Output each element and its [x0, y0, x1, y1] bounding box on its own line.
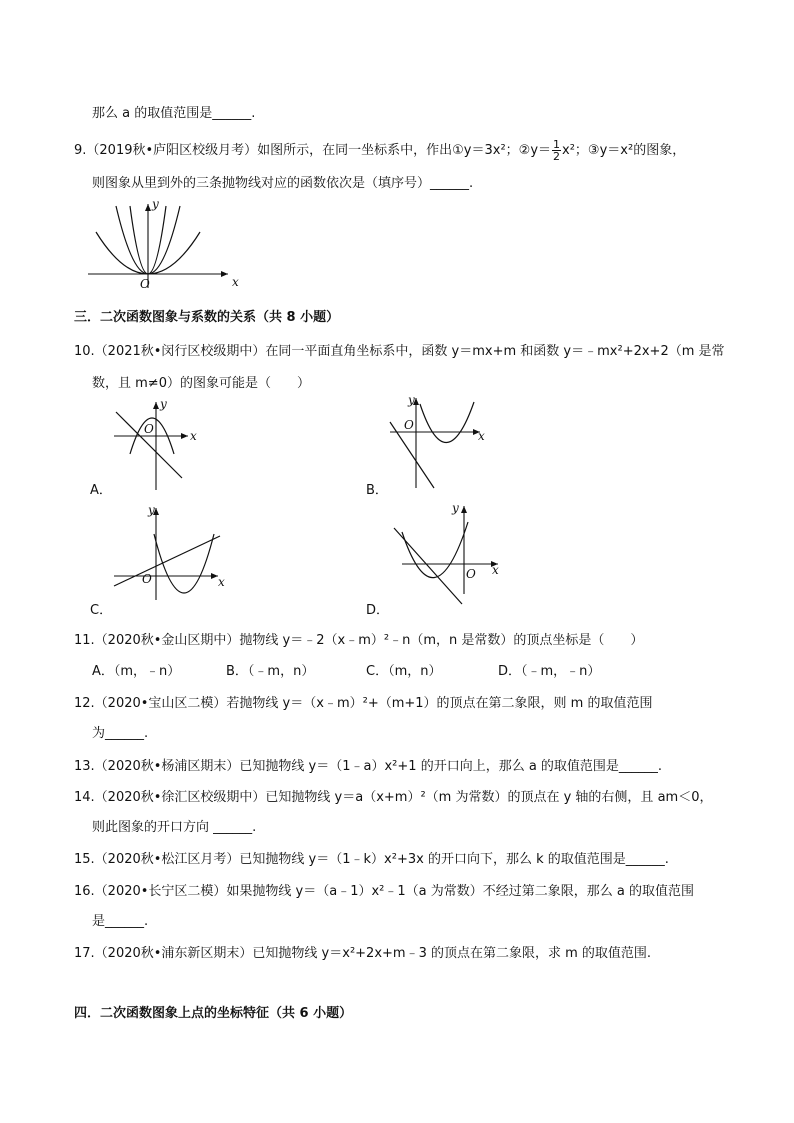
x-axis-label: x: [190, 429, 197, 443]
q9-fraction: [552, 139, 561, 162]
x-axis-label: x: [492, 563, 499, 577]
q9-fraction-denominator: 2: [553, 150, 561, 163]
q12-stem-line2: 为______.: [92, 726, 149, 741]
q10-option-a-label: A．: [90, 483, 112, 498]
line-graph: [394, 528, 462, 604]
q11-option-c: C．（m，n）: [366, 664, 442, 679]
origin-label: O: [404, 418, 414, 432]
y-axis-label: y: [408, 393, 415, 407]
q10-option-c-label: C．: [90, 603, 113, 618]
y-axis-arrow: [461, 506, 467, 513]
q14-stem-line2: 则此图象的开口方向 ______.: [92, 820, 257, 835]
x-axis-arrow: [221, 271, 228, 277]
q17-stem: 17.（2020秋•浦东新区期末）已知抛物线 y＝x²+2x+m﹣3 的顶点在第二象限，求 m 的取值范围.: [74, 946, 652, 961]
parabola: [420, 402, 474, 443]
y-axis-arrow: [145, 204, 151, 211]
q11-option-b: B．（﹣m，n）: [226, 664, 315, 679]
origin-label: O: [144, 422, 154, 436]
q10-option-a-graph: [108, 396, 208, 492]
parabola: [402, 522, 468, 578]
line-graph: [114, 536, 220, 586]
q8-tail-text: 那么 a 的取值范围是______.: [92, 106, 256, 121]
q10-option-d-label: D．: [366, 603, 390, 618]
x-axis-label: x: [478, 429, 485, 443]
q10-option-b-graph: [384, 392, 494, 492]
q9-stem-line2: 则图象从里到外的三条抛物线对应的函数依次是（填序号）______.: [92, 176, 474, 191]
q9-stem-line1: [74, 139, 685, 162]
q13-stem: 13.（2020秋•杨浦区期末）已知抛物线 y＝（1﹣a）x²+1 的开口向上，那么 a 的取值范围是______.: [74, 759, 663, 774]
q10-option-b-label: B．: [366, 483, 388, 498]
x-axis-label: x: [232, 275, 239, 289]
section-3-heading: 三．二次函数图象与系数的关系（共 8 小题）: [74, 310, 340, 325]
q9-figure-three-parabolas: [86, 196, 246, 292]
origin-label: O: [140, 277, 150, 291]
x-axis-arrow: [181, 433, 188, 439]
q15-stem: 15.（2020秋•松江区月考）已知抛物线 y＝（1﹣k）x²+3x 的开口向下，那么 k 的取值范围是______.: [74, 852, 669, 867]
q10-option-d-graph: [386, 500, 502, 608]
q10-stem-line2: 数，且 m≠0）的图象可能是（ ）: [92, 376, 310, 391]
q16-stem-line2: 是______.: [92, 914, 149, 929]
y-axis-label: y: [160, 397, 167, 411]
q14-stem-line1: 14.（2020秋•徐汇区校级期中）已知抛物线 y＝a（x+m）²（m 为常数）的顶点在 y 轴的右侧，且 am＜0，: [74, 790, 713, 805]
q9-fraction-numerator: 1: [553, 138, 561, 151]
q16-stem-line1: 16.（2020•长宁区二模）如果抛物线 y＝（a﹣1）x²﹣1（a 为常数）不经过第二象限，那么 a 的取值范围: [74, 884, 694, 899]
q12-stem-line1: 12.（2020•宝山区二模）若抛物线 y＝（x﹣m）²+（m+1）的顶点在第二象限，则 m 的取值范围: [74, 696, 653, 711]
q11-option-d: D．（﹣m，﹣n）: [498, 664, 601, 679]
y-axis-label: y: [152, 197, 159, 211]
y-axis-arrow: [153, 402, 159, 409]
q10-stem-line1: 10.（2021秋•闵行区校级期中）在同一平面直角坐标系中，函数 y＝mx+m 和函数 y＝﹣mx²+2x+2（m 是常: [74, 344, 725, 359]
origin-label: O: [466, 567, 476, 581]
q11-stem: 11.（2020秋•金山区期中）抛物线 y＝﹣2（x﹣m）²﹣n（m，n 是常数）的顶点坐标是（ ）: [74, 633, 644, 648]
q10-option-c-graph: [108, 502, 234, 602]
q9-text-b: x²；③y＝x²的图象，: [562, 143, 686, 158]
q11-option-a: A．（m，﹣n）: [92, 664, 181, 679]
section-4-heading: 四．二次函数图象上点的坐标特征（共 6 小题）: [74, 1006, 353, 1021]
origin-label: O: [142, 572, 152, 586]
y-axis-label: y: [452, 501, 459, 515]
x-axis-arrow: [211, 573, 218, 579]
x-axis-label: x: [218, 575, 225, 589]
y-axis-label: y: [148, 503, 155, 517]
q9-text-a: 9.（2019秋•庐阳区校级月考）如图所示，在同一坐标系中，作出①y＝3x²；②y＝: [74, 143, 552, 158]
